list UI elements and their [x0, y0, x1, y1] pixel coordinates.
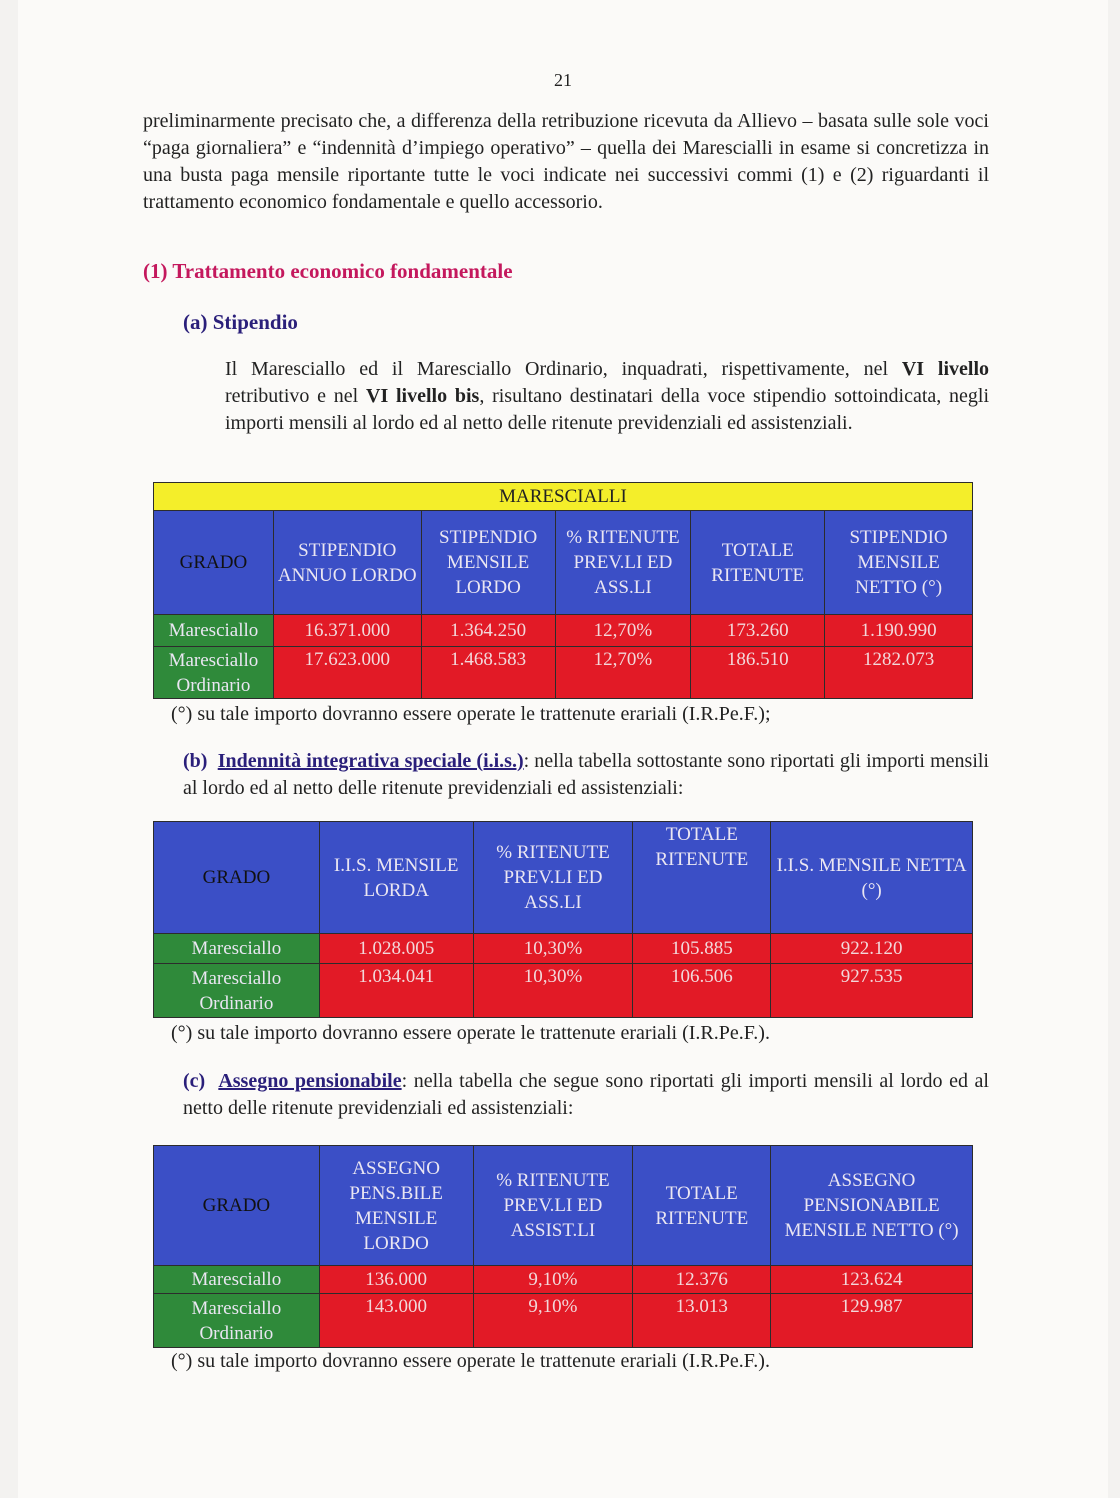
column-header: % RITENUTE PREV.LI ED ASS.LI	[473, 822, 633, 934]
value-cell: 143.000	[319, 1294, 473, 1348]
value-cell: 12,70%	[555, 647, 691, 699]
intro-paragraph: preliminarmente precisato che, a differenza della retribuzione ricevuta da Allievo – basata sulle sole voci “paga giornaliera” e “indennità d’impiego operativo” – quella dei Marescialli in esame si concretizza in una busta paga mensile riportante tutte le voci indicate nei successivi commi (1) e (2) riguardanti il trattamento economico fondamentale e quello accessorio.	[143, 110, 989, 213]
table-title: MARESCIALLI	[154, 483, 973, 511]
footnote: (°) su tale importo dovranno essere operate le trattenute erariali (I.R.Pe.F.);	[171, 703, 771, 725]
value-cell: 17.623.000	[273, 647, 421, 699]
grade-cell: Maresciallo Ordinario	[154, 964, 320, 1018]
iis-table	[153, 821, 973, 1018]
column-header: STIPENDIO ANNUO LORDO	[273, 511, 421, 615]
column-header: STIPENDIO MENSILE NETTO (°)	[825, 511, 973, 615]
grade-cell: Maresciallo Ordinario	[154, 1294, 320, 1348]
footnote: (°) su tale importo dovranno essere operate le trattenute erariali (I.R.Pe.F.).	[171, 1022, 770, 1044]
value-cell: 1.028.005	[319, 934, 473, 964]
value-cell: 10,30%	[473, 934, 633, 964]
page-number: 21	[554, 70, 572, 90]
value-cell: 136.000	[319, 1266, 473, 1294]
footnote: (°) su tale importo dovranno essere operate le trattenute erariali (I.R.Pe.F.).	[171, 1350, 770, 1372]
column-header: GRADO	[154, 1146, 320, 1266]
section-1-heading: (1) Trattamento economico fondamentale	[143, 259, 513, 283]
section-a-paragraph	[225, 356, 989, 437]
column-header: % RITENUTE PREV.LI ED ASSIST.LI	[473, 1146, 633, 1266]
column-header: I.I.S. MENSILE LORDA	[319, 822, 473, 934]
column-header: TOTALE RITENUTE	[633, 1146, 771, 1266]
value-cell: 1.468.583	[421, 647, 555, 699]
value-cell: 106.506	[633, 964, 771, 1018]
section-tag: (c)	[183, 1070, 206, 1092]
marescialli-stipendio-table	[153, 482, 973, 699]
text-span: Il Maresciallo ed il Maresciallo Ordinario, inquadrati, rispettivamente, nel	[225, 358, 902, 380]
bold-text: VI livello	[901, 358, 989, 380]
value-cell: 173.260	[691, 615, 825, 647]
table-row	[154, 1294, 973, 1348]
value-cell: 123.624	[771, 1266, 973, 1294]
text-span: retributivo e nel	[225, 385, 366, 407]
column-header: TOTALE RITENUTE	[691, 511, 825, 615]
section-tag: (b)	[183, 750, 208, 772]
table-row	[154, 1266, 973, 1294]
value-cell: 129.987	[771, 1294, 973, 1348]
value-cell: 1.190.990	[825, 615, 973, 647]
section-b-title: Indennità integrativa speciale (i.i.s.)	[217, 750, 524, 772]
section-a-heading: (a) Stipendio	[183, 310, 298, 334]
column-header: % RITENUTE PREV.LI ED ASS.LI	[555, 511, 691, 615]
value-cell: 927.535	[771, 964, 973, 1018]
section-c-title: Assegno pensionabile	[218, 1070, 402, 1092]
value-cell: 16.371.000	[273, 615, 421, 647]
table-row	[154, 615, 973, 647]
table-row	[154, 647, 973, 699]
bold-text: VI livello bis	[366, 385, 480, 407]
value-cell: 186.510	[691, 647, 825, 699]
section-b-paragraph	[183, 748, 989, 802]
column-header: ASSEGNO PENS.BILE MENSILE LORDO	[319, 1146, 473, 1266]
value-cell: 1.034.041	[319, 964, 473, 1018]
text-span: : nella tabella che segue sono riportati gli importi mensili al lordo ed al netto delle ritenute previdenziali ed assistenziali:	[183, 1070, 989, 1119]
value-cell: 922.120	[771, 934, 973, 964]
value-cell: 1.364.250	[421, 615, 555, 647]
value-cell: 13.013	[633, 1294, 771, 1348]
grade-cell: Maresciallo	[154, 1266, 320, 1294]
document-page	[18, 0, 1108, 1498]
grade-cell: Maresciallo	[154, 934, 320, 964]
grade-cell: Maresciallo	[154, 615, 274, 647]
section-c-paragraph	[183, 1068, 989, 1122]
column-header: ASSEGNO PENSIONABILE MENSILE NETTO (°)	[771, 1146, 973, 1266]
column-header: GRADO	[154, 511, 274, 615]
value-cell: 10,30%	[473, 964, 633, 1018]
table-row	[154, 934, 973, 964]
value-cell: 9,10%	[473, 1294, 633, 1348]
text-span: , risultano destinatari della voce stipendio sottoindicata, negli importi mensili al lordo ed al netto delle ritenute previdenziali ed assistenziali.	[225, 385, 990, 434]
value-cell: 1282.073	[825, 647, 973, 699]
text-span: : nella tabella sottostante sono riportati gli importi mensili al lordo ed al netto delle ritenute previdenziali ed assistenziali:	[183, 750, 989, 799]
column-header: GRADO	[154, 822, 320, 934]
value-cell: 12,70%	[555, 615, 691, 647]
value-cell: 12.376	[633, 1266, 771, 1294]
value-cell: 105.885	[633, 934, 771, 964]
column-header: STIPENDIO MENSILE LORDO	[421, 511, 555, 615]
table-row	[154, 964, 973, 1018]
value-cell: 9,10%	[473, 1266, 633, 1294]
column-header: I.I.S. MENSILE NETTA (°)	[771, 822, 973, 934]
grade-cell: Maresciallo Ordinario	[154, 647, 274, 699]
assegno-pensionabile-table	[153, 1145, 973, 1348]
column-header: TOTALE RITENUTE	[633, 822, 771, 934]
